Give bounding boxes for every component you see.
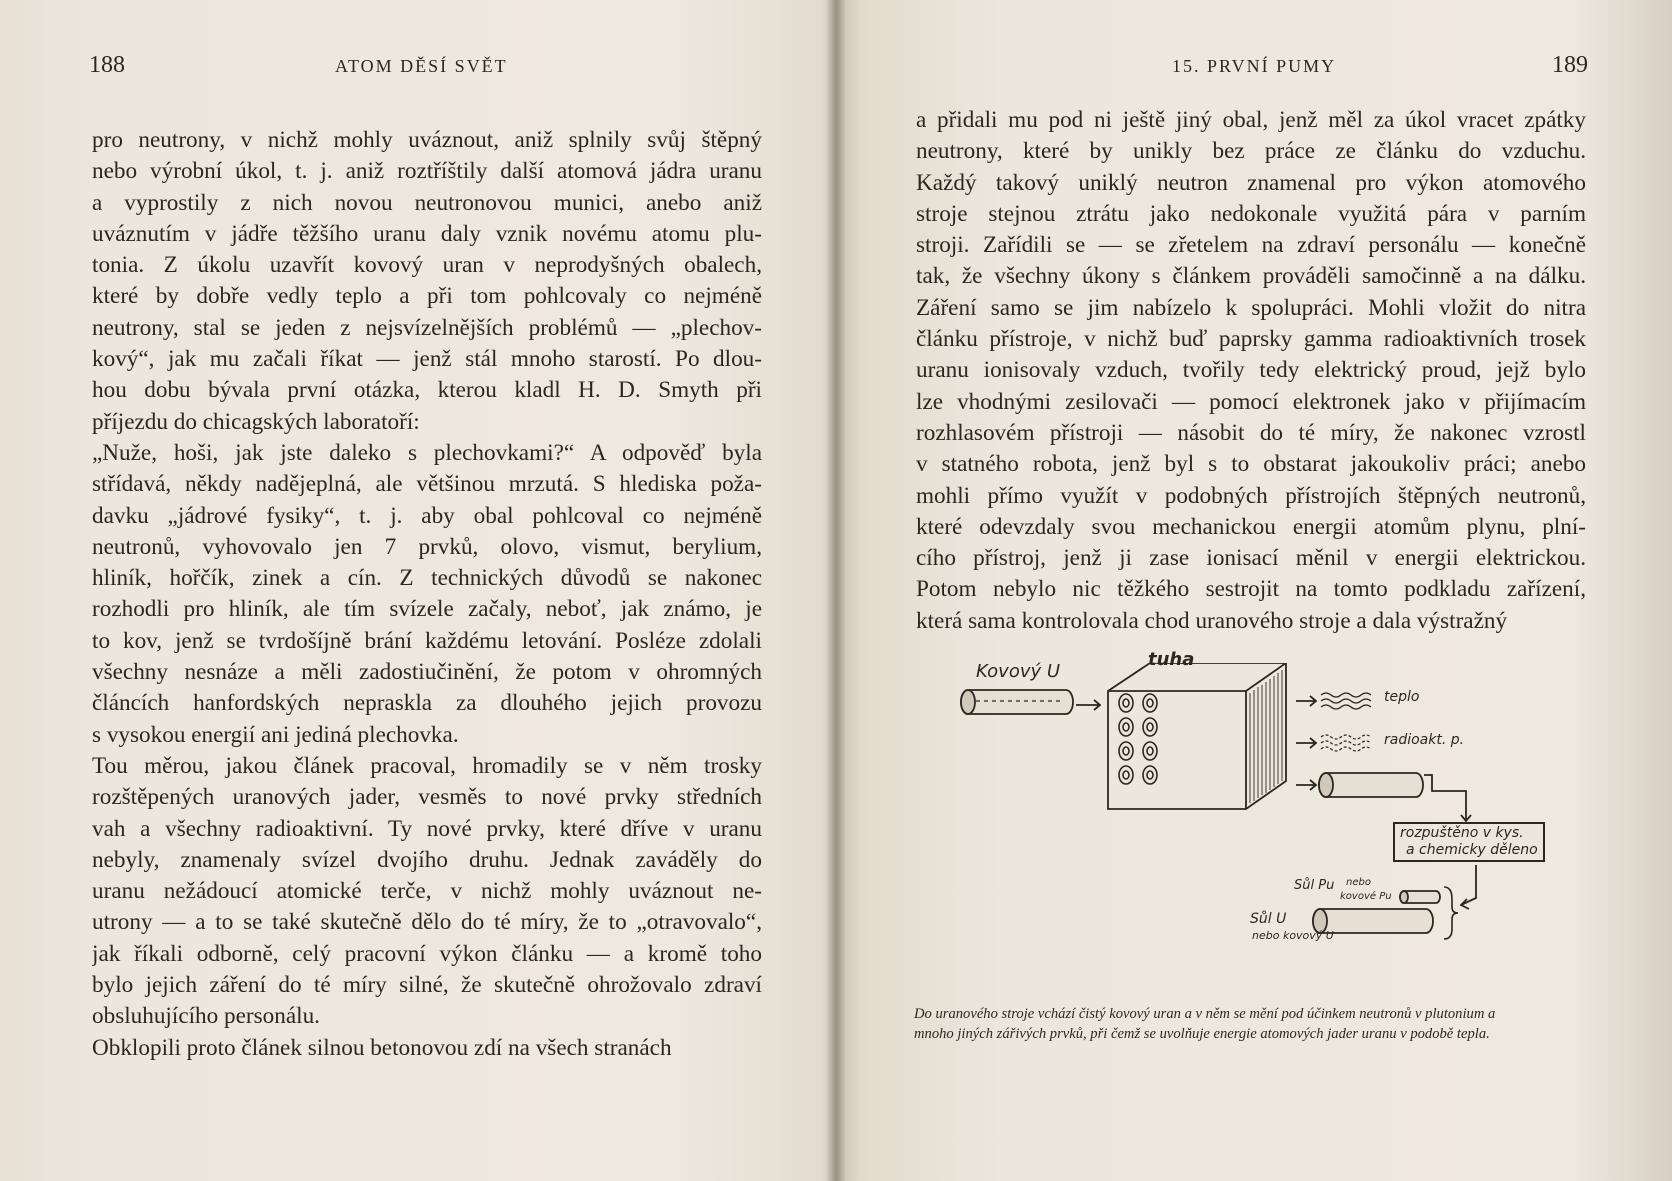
text-line: rozhlasovém přístroji — násobit do té míry, že nakonec vzrostl — [916, 419, 1586, 446]
text-line: neutronů, vyhovovalo jen 7 prvků, olovo, vismut, berylium, — [92, 533, 762, 560]
text-line: jak říkali odborně, celý pracovní výkon článku — a kromě toho — [92, 940, 762, 967]
text-line: neutrony, stal se jeden z nejsvízelnějších problémů — „plechov- — [92, 314, 762, 341]
text-line: všechny nesnáze a měli zadostiučinění, že potom v ohromných — [92, 659, 762, 686]
label-kovovy-u: Kovový U — [976, 661, 1061, 682]
text-line: příjezdu do chicagských laboratoří: — [92, 408, 420, 435]
label-nebo-kovovy-u: nebo kovový U — [1252, 929, 1334, 942]
text-line: Obklopili proto článek silnou betonovou zdí na všech stranách — [92, 1034, 672, 1061]
left-body-text — [92, 125, 762, 1064]
text-line: článcích hanfordských nepraskla za dlouhého jejich provozu — [92, 690, 762, 717]
right-running-head: 15. PRVNÍ PUMY — [1172, 56, 1337, 76]
label-tuha: tuha — [1148, 649, 1195, 670]
box-text-line-2: a chemicky děleno — [1406, 842, 1538, 858]
text-line: obsluhujícího personálu. — [92, 1003, 320, 1030]
text-line: „Nuže, hoši, jak jste daleko s plechovkami?“ A odpověď byla — [92, 439, 762, 466]
text-line: mohli přímo využít v podobných přístrojích štěpných neutronů, — [916, 482, 1586, 509]
caption-line-1: Do uranového stroje vchází čistý kovový uran a v něm se mění pod účinkem neutronů v plutonium a — [914, 1006, 1496, 1022]
text-line: uranu ionisovaly vzduch, tvořily tedy elektrický proud, jejž bylo — [916, 357, 1586, 384]
label-sul-pu: Sůl Pu — [1294, 878, 1335, 893]
text-line: kový“, jak mu začali říkat — jenž stál mnoho starostí. Po dlou- — [92, 346, 762, 373]
box-text-line-1: rozpuštěno v kys. — [1400, 825, 1524, 841]
text-line: lze vhodnými zesilovači — pomocí elektronek jako v přijímacím — [916, 388, 1586, 415]
label-teplo: teplo — [1384, 689, 1420, 705]
text-line: a přidali mu pod ni ještě jiný obal, jenž měl za úkol vracet zpátky — [916, 107, 1586, 133]
text-line: rozštěpených uranových jader, vesměs to nové prvky středních — [92, 784, 762, 811]
text-line: a vyprostily z nich novou neutronovou munici, anebo aniž — [92, 189, 762, 216]
text-line: stroje stejnou ztrátu jako nedokonale využitá pára v parním — [916, 200, 1586, 227]
text-line: článku přístroje, v nichž buď paprsky gamma radioaktivních trosek — [916, 326, 1586, 353]
left-page-number: 188 — [89, 52, 125, 78]
text-line: vah a všechny radioaktivní. Ty nové prvky, které dříve v uranu — [92, 815, 762, 842]
text-line: s vysokou energií ani jediná plechovka. — [92, 721, 459, 748]
text-line: Záření samo se jim nabízelo k spolupráci. Mohli vložit do nitra — [916, 294, 1586, 321]
text-line: stroji. Zařídili se — se zřetelem na zdraví personálu — konečně — [916, 232, 1586, 259]
plutonium-rod — [1400, 891, 1440, 903]
right-page — [842, 0, 1672, 1181]
figure-caption — [914, 1004, 1586, 1044]
text-line: Každý takový uniklý neutron znamenal pro výkon atomového — [916, 169, 1586, 196]
label-kovove-pu: kovové Pu — [1340, 891, 1392, 902]
label-radioakt: radioakt. p. — [1384, 732, 1465, 748]
text-line: rozhodli pro hliník, ale tím svízele začaly, neboť, jak známo, je — [92, 596, 762, 623]
text-line: která sama kontrolovala chod uranového stroje a dala výstražný — [916, 607, 1508, 634]
text-line: uranu nežádoucí atomické terče, v nichž mohly uváznout ne- — [92, 878, 762, 905]
text-line: Tou měrou, jakou článek pracoval, hromadily se v něm trosky — [92, 752, 762, 779]
text-line: Potom nebylo nic těžkého sestrojit na tomto podkladu zařízení, — [916, 576, 1586, 603]
heat-wave-icon — [1321, 693, 1371, 709]
caption-line-2: mnoho jiných zářivých prvků, při čemž se uvolňuje energie atomových jader uranu v podobě tepla. — [914, 1026, 1490, 1042]
text-line: utrony — a to se také skutečně dělo do té míry, že to „otravovalo“, — [92, 909, 762, 936]
text-line: hou dobu bývala první otázka, kterou kladl H. D. Smyth při — [92, 377, 762, 404]
text-line: které by dobře vedly teplo a při tom pohlcovaly co nejméně — [92, 283, 762, 310]
text-line: to kov, jenž se tvrdošíjně brání každému letování. Posléze zdolali — [92, 627, 762, 654]
text-line: které odevzdaly svou mechanickou energii atomům plynu, plní- — [916, 513, 1586, 540]
text-line: davku „jádrové fysiky“, t. j. aby obal pohlcoval co nejméně — [92, 502, 762, 529]
text-line: uváznutím v jádře těžšího uranu daly vznik novému atomu plu- — [92, 220, 762, 247]
radiation-wave-icon — [1321, 735, 1371, 751]
text-line: tak, že všechny úkony s článkem prováděli samočinně a na dálku. — [916, 263, 1586, 290]
text-line: tonia. Z úkolu uzavřít kovový uran v neprodyšných obalech, — [92, 252, 762, 279]
text-line: v statného robota, jenž byl s to obstarat jakoukoliv práci; anebo — [916, 451, 1586, 478]
text-line: střídavá, někdy nadějeplná, ale většinou mrzutá. S hlediska poža- — [92, 471, 762, 498]
left-page — [0, 0, 830, 1181]
text-line: cího přístroj, jenž ji zase ionisací měnil v energii elektrickou. — [916, 545, 1586, 572]
label-sul-u: Sůl U — [1250, 911, 1287, 927]
text-line: pro neutrony, v nichž mohly uváznout, aniž splnily svůj štěpný — [92, 127, 762, 153]
right-body-text — [916, 105, 1586, 637]
graphite-block — [1108, 663, 1286, 809]
text-line: hliník, hořčík, zinek a cín. Z technických důvodů se nakonec — [92, 565, 762, 592]
uranium-rod-output — [1319, 773, 1423, 797]
left-running-head: ATOM DĚSÍ SVĚT — [335, 56, 508, 76]
label-nebo-pu: nebo — [1346, 877, 1371, 888]
text-line: neutrony, které by unikly bez práce ze článku do vzduchu. — [916, 138, 1586, 165]
text-line: nebo výrobní úkol, t. j. aniž roztříštily další atomová jádra uranu — [92, 158, 762, 185]
uranium-rod-input — [961, 690, 1073, 714]
text-line: bylo jejich záření do té míry silné, že skutečně ohrožovalo zdraví — [92, 972, 762, 999]
text-line: nebyly, znamenaly svízel dvojího druhu. Jednak zaváděly do — [92, 846, 762, 873]
reactor-diagram — [916, 649, 1586, 1003]
right-page-number: 189 — [1552, 52, 1588, 78]
